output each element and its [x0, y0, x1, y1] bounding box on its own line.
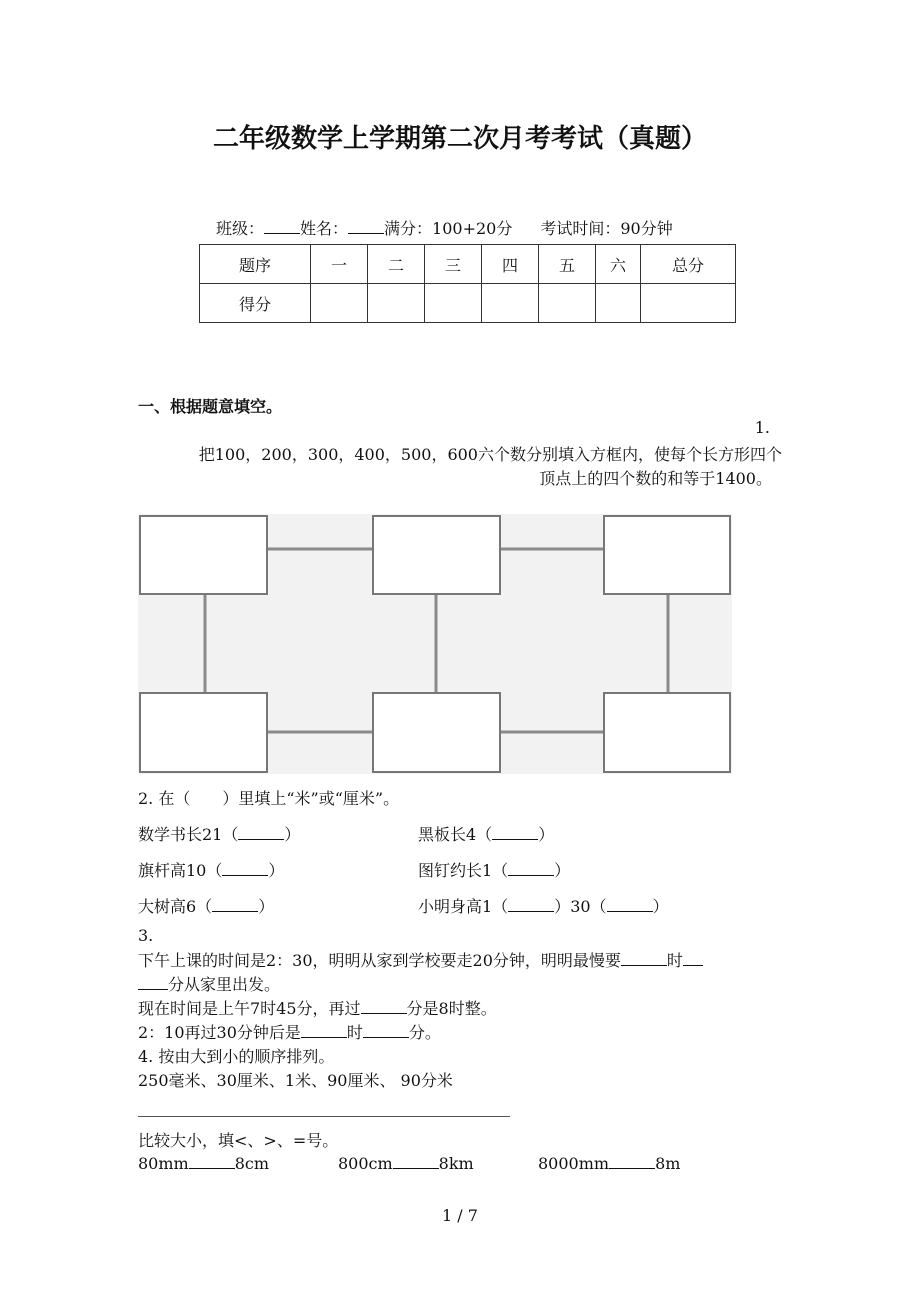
name-blank[interactable] — [348, 219, 384, 234]
answer-blank[interactable] — [363, 1023, 409, 1038]
score-cell[interactable] — [482, 284, 539, 323]
table-header: 五 — [539, 245, 596, 284]
answer-blank[interactable] — [683, 951, 703, 966]
table-header: 题序 — [200, 245, 311, 284]
exam-info — [216, 216, 673, 239]
score-cell[interactable] — [539, 284, 596, 323]
q2-item: 图钉约长1（ ） — [418, 861, 571, 880]
answer-blank[interactable] — [492, 825, 538, 840]
section-heading: 一、根据题意填空。 — [138, 397, 283, 416]
q4-answer-line[interactable] — [138, 1116, 510, 1117]
q1-number: 1. — [754, 418, 770, 437]
name-label: 姓名： — [300, 219, 349, 238]
q2-item: 旗杆高10（ ） — [138, 861, 285, 880]
q3-line: 2：10再过30分钟后是 时 分。 — [138, 1023, 441, 1042]
q3-line: 下午上课的时间是2：30，明明从家到学校要走20分钟，明明最慢要 时 — [138, 948, 703, 971]
answer-blank[interactable] — [508, 897, 554, 912]
q1-text: 顶点上的四个数的和等于1400。 — [539, 469, 772, 488]
answer-blank[interactable] — [238, 825, 284, 840]
q5-item: 800cm 8km — [338, 1154, 474, 1173]
score-cell[interactable] — [641, 284, 736, 323]
answer-blank[interactable] — [301, 1023, 347, 1038]
q2-item: 小明身高1（ ）30（ ） — [418, 897, 669, 916]
table-header: 总分 — [641, 245, 736, 284]
q3-line: 分从家里出发。 — [138, 972, 280, 995]
page-number: 1 / 7 — [442, 1206, 478, 1225]
score-cell[interactable] — [596, 284, 641, 323]
answer-box[interactable] — [373, 693, 500, 772]
answer-blank[interactable] — [508, 861, 554, 876]
q2-item: 数学书长21（ ） — [138, 825, 301, 844]
table-row — [200, 245, 736, 284]
q3-line: 现在时间是上午7时45分，再过 分是8时整。 — [138, 999, 497, 1018]
answer-blank[interactable] — [609, 1154, 655, 1169]
exam-time: 考试时间：90分钟 — [540, 219, 673, 238]
answer-box[interactable] — [140, 693, 267, 772]
answer-blank[interactable] — [138, 975, 168, 990]
q5-item: 80mm 8cm — [138, 1154, 270, 1173]
table-header: 六 — [596, 245, 641, 284]
page-title: 二年级数学上学期第二次月考考试（真题） — [212, 124, 707, 154]
q1-text: 把100，200，300，400，500，600六个数分别填入方框内，使每个长方形四个 — [198, 445, 782, 464]
table-header: 三 — [425, 245, 482, 284]
answer-box[interactable] — [140, 516, 267, 594]
answer-box[interactable] — [604, 693, 730, 772]
q4-items: 250毫米、30厘米、1米、90厘米、 90分米 — [138, 1071, 453, 1090]
table-header: 四 — [482, 245, 539, 284]
answer-box[interactable] — [604, 516, 730, 594]
answer-blank[interactable] — [222, 861, 268, 876]
answer-blank[interactable] — [212, 897, 258, 912]
answer-blank[interactable] — [361, 999, 407, 1014]
answer-blank[interactable] — [621, 951, 667, 966]
row-label: 得分 — [200, 284, 311, 323]
class-label: 班级： — [216, 219, 265, 238]
answer-blank[interactable] — [393, 1154, 439, 1169]
score-cell[interactable] — [425, 284, 482, 323]
q3-number: 3. — [138, 926, 154, 945]
q4-title: 4. 按由大到小的顺序排列。 — [138, 1047, 335, 1066]
table-header: 一 — [311, 245, 368, 284]
q2-title: 2. 在（ ）里填上“米”或“厘米”。 — [138, 789, 400, 808]
answer-blank[interactable] — [189, 1154, 235, 1169]
table-header: 二 — [368, 245, 425, 284]
q5-title: 比较大小，填<、>、=号。 — [138, 1131, 339, 1150]
score-table — [199, 244, 736, 323]
q5-item: 8000mm 8m — [538, 1154, 681, 1173]
q2-item: 大树高6（ ） — [138, 897, 275, 916]
class-blank[interactable] — [264, 219, 300, 234]
answer-blank[interactable] — [607, 897, 653, 912]
score-cell[interactable] — [311, 284, 368, 323]
answer-box[interactable] — [373, 516, 500, 594]
full-score: 满分：100+20分 — [384, 219, 513, 238]
table-row — [200, 284, 736, 323]
rectangle-diagram — [138, 514, 732, 774]
score-cell[interactable] — [368, 284, 425, 323]
q2-item: 黑板长4（ ） — [418, 825, 555, 844]
